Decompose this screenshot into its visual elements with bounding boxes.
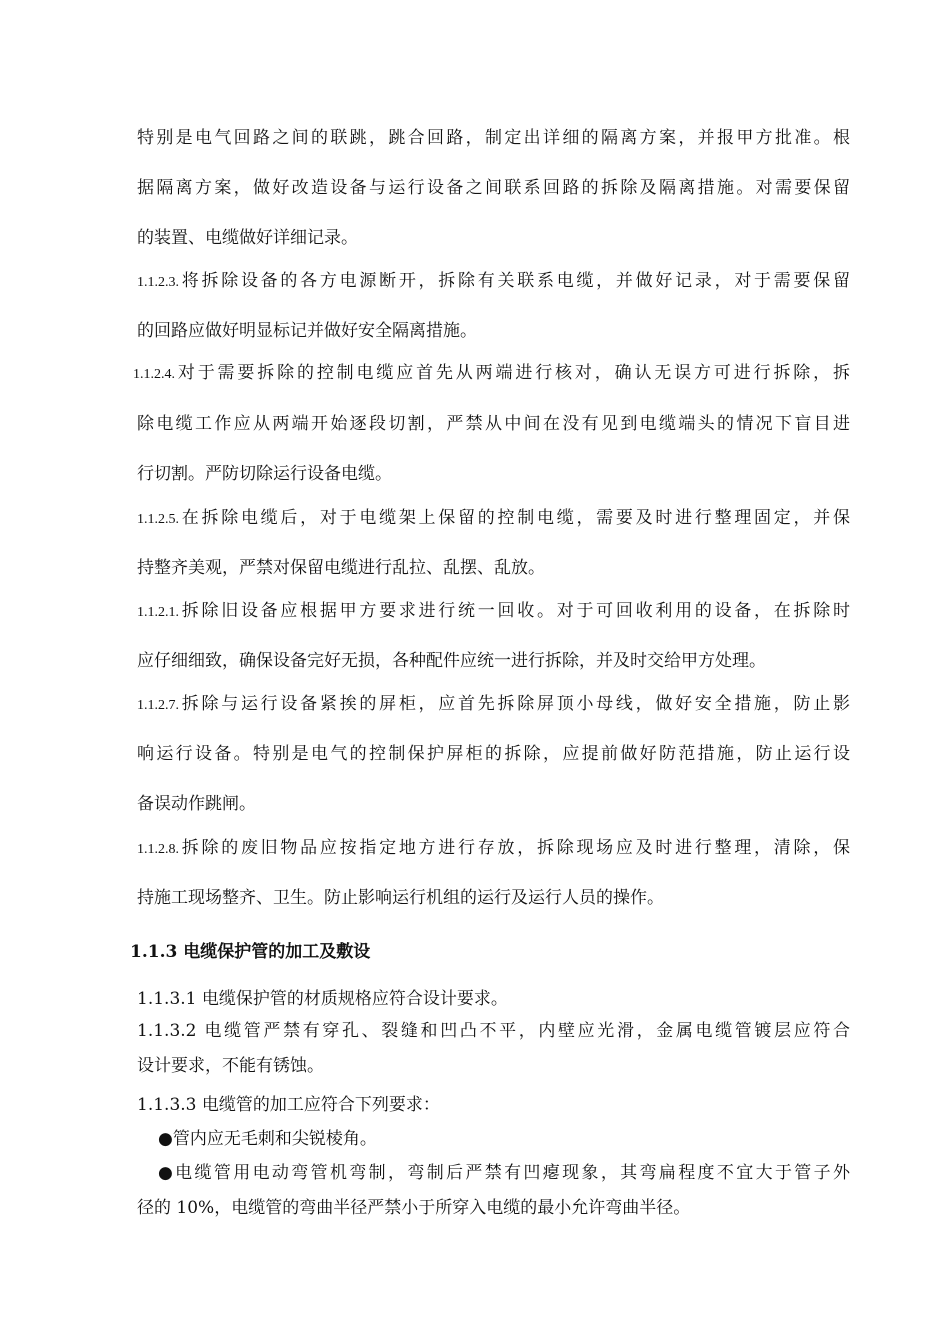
paragraph-line: 响运行设备。特别是电气的控制保护屏柜的拆除，应提前做好防范措施，防止运行设: [137, 744, 850, 764]
paragraph-text: 在拆除电缆后，对于电缆架上保留的控制电缆，需要及时进行整理固定，并保: [179, 508, 850, 528]
paragraph-1127: [137, 693, 850, 717]
paragraph-line: 应仔细细致，确保设备完好无损，各种配件应统一进行拆除，并及时交给甲方处理。: [137, 651, 766, 671]
paragraph-line: 除电缆工作应从两端开始逐段切割，严禁从中间在没有见到电缆端头的情况下盲目进: [137, 414, 850, 434]
clause-number: 1.1.2.3.: [137, 275, 179, 290]
bullet-item: ●管内应无毛刺和尖锐棱角。: [158, 1129, 377, 1149]
clause-1131: 1.1.3.1 电缆保护管的材质规格应符合设计要求。: [137, 989, 508, 1009]
paragraph-1125: [137, 507, 850, 531]
clause-1133: 1.1.3.3 电缆管的加工应符合下列要求：: [137, 1095, 440, 1115]
paragraph-line: 的装置、电缆做好详细记录。: [137, 228, 358, 248]
clause-number: 1.1.2.5.: [137, 512, 179, 527]
paragraph-line: 径的 10%，电缆管的弯曲半径严禁小于所穿入电缆的最小允许弯曲半径。: [137, 1198, 691, 1218]
paragraph-line: 的回路应做好明显标记并做好安全隔离措施。: [137, 321, 477, 341]
paragraph-1128: [137, 837, 850, 861]
paragraph-line: 备误动作跳闸。: [137, 794, 256, 814]
clause-number: 1.1.2.7.: [137, 698, 179, 713]
paragraph-text: 拆除旧设备应根据甲方要求进行统一回收。对于可回收利用的设备，在拆除时: [179, 601, 850, 621]
clause-number: 1.1.2.1.: [137, 605, 179, 620]
paragraph-text: 将拆除设备的各方电源断开，拆除有关联系电缆，并做好记录，对于需要保留: [179, 271, 850, 291]
clause-1132: 1.1.3.2 电缆管严禁有穿孔、裂缝和凹凸不平，内壁应光滑，金属电缆管镀层应符合: [137, 1021, 850, 1041]
section-heading: 1.1.3 电缆保护管的加工及敷设: [130, 942, 371, 962]
paragraph-1121: [137, 600, 850, 624]
clause-number: 1.1.2.8.: [137, 842, 179, 857]
paragraph-line: 特别是电气回路之间的联跳，跳合回路，制定出详细的隔离方案，并报甲方批准。根: [137, 128, 850, 148]
paragraph-1124: [133, 362, 850, 386]
bullet-item: ●电缆管用电动弯管机弯制，弯制后严禁有凹瘪现象，其弯扁程度不宜大于管子外: [158, 1163, 850, 1183]
paragraph-text: 对于需要拆除的控制电缆应首先从两端进行核对，确认无误方可进行拆除，拆: [175, 363, 850, 383]
paragraph-line: 行切割。严防切除运行设备电缆。: [137, 464, 392, 484]
paragraph-1123: [137, 270, 850, 294]
paragraph-line: 持整齐美观，严禁对保留电缆进行乱拉、乱摆、乱放。: [137, 558, 545, 578]
paragraph-text: 拆除与运行设备紧挨的屏柜，应首先拆除屏顶小母线，做好安全措施，防止影: [179, 694, 850, 714]
paragraph-line: 设计要求，不能有锈蚀。: [137, 1056, 324, 1076]
paragraph-line: 据隔离方案，做好改造设备与运行设备之间联系回路的拆除及隔离措施。对需要保留: [137, 178, 850, 198]
clause-number: 1.1.2.4.: [133, 367, 175, 382]
paragraph-text: 拆除的废旧物品应按指定地方进行存放，拆除现场应及时进行整理，清除，保: [179, 838, 850, 858]
paragraph-line: 持施工现场整齐、卫生。防止影响运行机组的运行及运行人员的操作。: [137, 888, 664, 908]
